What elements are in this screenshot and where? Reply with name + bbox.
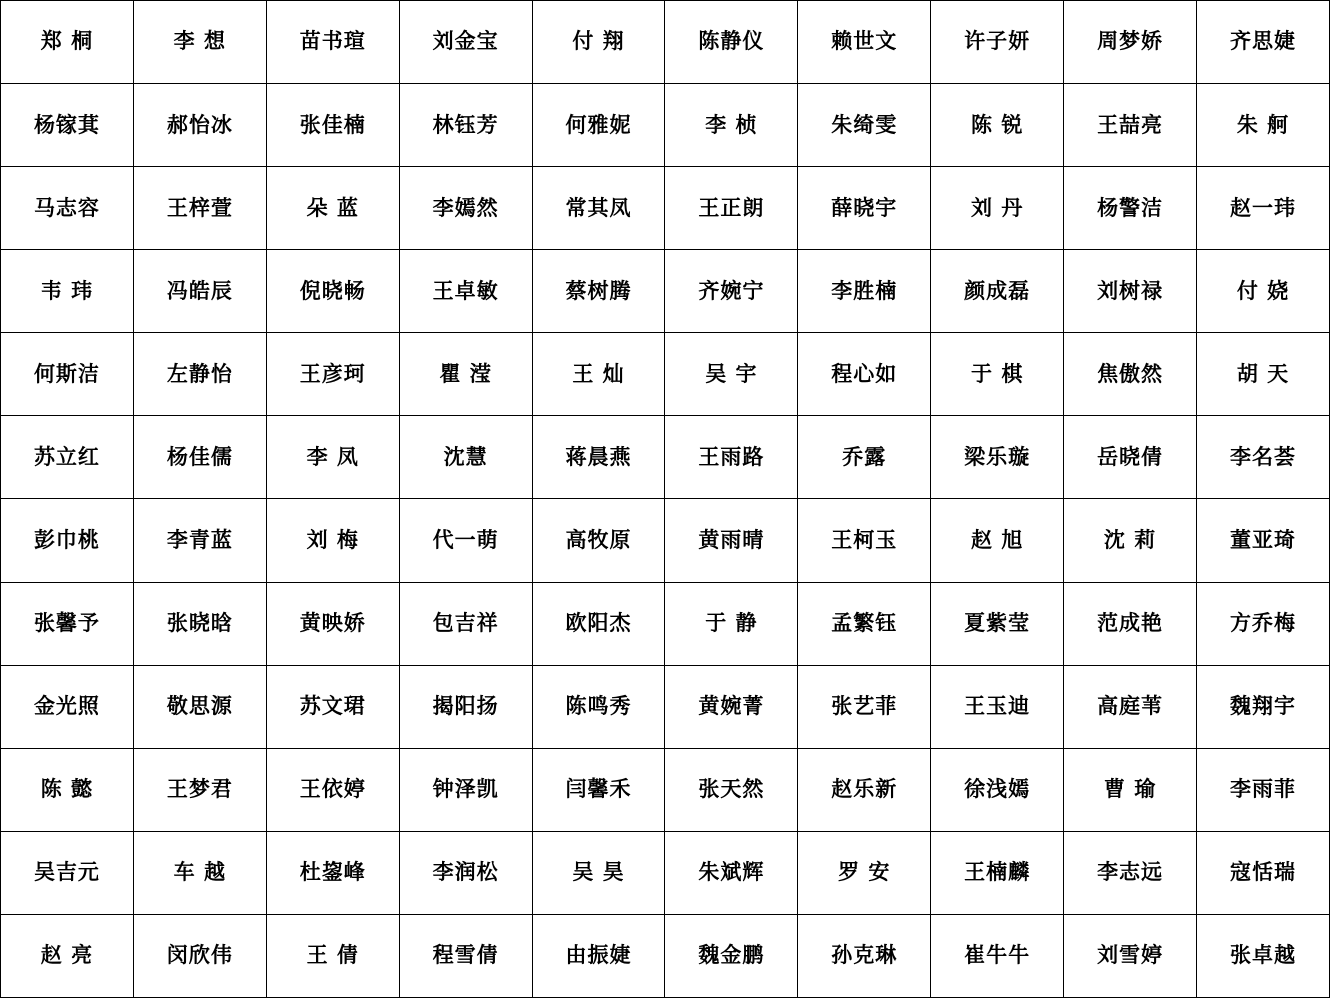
table-row — [1, 582, 1330, 665]
name-cell: 吴 昊 — [532, 831, 665, 914]
name-cell: 范成艳 — [1064, 582, 1197, 665]
name-cell: 于 静 — [665, 582, 798, 665]
name-cell: 薛晓宇 — [798, 167, 931, 250]
name-cell: 车 越 — [133, 831, 266, 914]
name-cell: 徐浅嫣 — [931, 748, 1064, 831]
name-cell: 王 灿 — [532, 333, 665, 416]
name-cell: 张馨予 — [1, 582, 134, 665]
name-cell: 金光照 — [1, 665, 134, 748]
name-cell: 揭阳扬 — [399, 665, 532, 748]
name-cell: 张卓越 — [1197, 914, 1330, 997]
name-cell: 李润松 — [399, 831, 532, 914]
name-cell: 刘 丹 — [931, 167, 1064, 250]
name-cell: 李志远 — [1064, 831, 1197, 914]
name-cell: 李雨菲 — [1197, 748, 1330, 831]
name-cell: 高牧原 — [532, 499, 665, 582]
name-cell: 魏翔宇 — [1197, 665, 1330, 748]
table-row — [1, 665, 1330, 748]
name-cell: 程雪倩 — [399, 914, 532, 997]
name-cell: 李 凤 — [266, 416, 399, 499]
name-cell: 李 想 — [133, 1, 266, 84]
name-cell: 黄婉菁 — [665, 665, 798, 748]
name-cell: 岳晓倩 — [1064, 416, 1197, 499]
name-cell: 倪晓畅 — [266, 250, 399, 333]
name-cell: 蒋晨燕 — [532, 416, 665, 499]
name-cell: 包吉祥 — [399, 582, 532, 665]
name-cell: 常其凤 — [532, 167, 665, 250]
table-row — [1, 167, 1330, 250]
name-cell: 罗 安 — [798, 831, 931, 914]
name-cell: 齐思婕 — [1197, 1, 1330, 84]
name-cell: 王楠麟 — [931, 831, 1064, 914]
name-cell: 王卓敏 — [399, 250, 532, 333]
name-cell: 孟繁钰 — [798, 582, 931, 665]
name-cell: 王正朗 — [665, 167, 798, 250]
name-cell: 胡 天 — [1197, 333, 1330, 416]
name-cell: 于 棋 — [931, 333, 1064, 416]
name-cell: 陈 锐 — [931, 84, 1064, 167]
name-cell: 王梦君 — [133, 748, 266, 831]
name-cell: 欧阳杰 — [532, 582, 665, 665]
name-cell: 王彦珂 — [266, 333, 399, 416]
name-cell: 冯皓辰 — [133, 250, 266, 333]
name-cell: 朱绮雯 — [798, 84, 931, 167]
name-cell: 由振婕 — [532, 914, 665, 997]
name-cell: 郑 桐 — [1, 1, 134, 84]
name-cell: 敬思源 — [133, 665, 266, 748]
table-row — [1, 416, 1330, 499]
name-cell: 朱斌辉 — [665, 831, 798, 914]
name-cell: 许子妍 — [931, 1, 1064, 84]
name-cell: 焦傲然 — [1064, 333, 1197, 416]
name-cell: 孙克琳 — [798, 914, 931, 997]
name-cell: 梁乐璇 — [931, 416, 1064, 499]
name-cell: 付 翔 — [532, 1, 665, 84]
name-cell: 李 桢 — [665, 84, 798, 167]
name-cell: 杜鋆峰 — [266, 831, 399, 914]
name-cell: 沈慧 — [399, 416, 532, 499]
table-row — [1, 831, 1330, 914]
name-cell: 苏立红 — [1, 416, 134, 499]
name-cell: 颜成磊 — [931, 250, 1064, 333]
name-cell: 陈鸣秀 — [532, 665, 665, 748]
name-cell: 黄雨晴 — [665, 499, 798, 582]
name-cell: 张晓晗 — [133, 582, 266, 665]
name-cell: 王 倩 — [266, 914, 399, 997]
name-cell: 何雅妮 — [532, 84, 665, 167]
name-cell: 崔牛牛 — [931, 914, 1064, 997]
name-cell: 王雨路 — [665, 416, 798, 499]
table-row — [1, 84, 1330, 167]
name-cell: 王喆亮 — [1064, 84, 1197, 167]
name-cell: 何斯洁 — [1, 333, 134, 416]
name-cell: 苗书瑄 — [266, 1, 399, 84]
name-cell: 赵 旭 — [931, 499, 1064, 582]
name-cell: 杨镓萁 — [1, 84, 134, 167]
name-cell: 付 娆 — [1197, 250, 1330, 333]
name-cell: 蔡树腾 — [532, 250, 665, 333]
name-cell: 乔露 — [798, 416, 931, 499]
name-cell: 曹 瑜 — [1064, 748, 1197, 831]
name-cell: 韦 玮 — [1, 250, 134, 333]
name-cell: 刘 梅 — [266, 499, 399, 582]
table-row — [1, 499, 1330, 582]
name-cell: 李嫣然 — [399, 167, 532, 250]
name-cell: 张天然 — [665, 748, 798, 831]
name-cell: 刘雪婷 — [1064, 914, 1197, 997]
name-cell: 郝怡冰 — [133, 84, 266, 167]
name-cell: 瞿 滢 — [399, 333, 532, 416]
name-cell: 王梓萱 — [133, 167, 266, 250]
name-cell: 黄映娇 — [266, 582, 399, 665]
name-cell: 杨警洁 — [1064, 167, 1197, 250]
name-cell: 刘树禄 — [1064, 250, 1197, 333]
name-cell: 李胜楠 — [798, 250, 931, 333]
name-cell: 陈静仪 — [665, 1, 798, 84]
table-row — [1, 748, 1330, 831]
name-cell: 高庭苇 — [1064, 665, 1197, 748]
name-cell: 程心如 — [798, 333, 931, 416]
name-cell: 刘金宝 — [399, 1, 532, 84]
name-cell: 林钰芳 — [399, 84, 532, 167]
name-cell: 杨佳儒 — [133, 416, 266, 499]
name-cell: 魏金鹏 — [665, 914, 798, 997]
name-cell: 闵欣伟 — [133, 914, 266, 997]
name-cell: 吴 宇 — [665, 333, 798, 416]
name-cell: 张佳楠 — [266, 84, 399, 167]
name-cell: 朵 蓝 — [266, 167, 399, 250]
name-cell: 王依婷 — [266, 748, 399, 831]
name-cell: 王玉迪 — [931, 665, 1064, 748]
name-cell: 张艺菲 — [798, 665, 931, 748]
table-row — [1, 250, 1330, 333]
name-cell: 陈 懿 — [1, 748, 134, 831]
name-cell: 闫馨禾 — [532, 748, 665, 831]
name-cell: 左静怡 — [133, 333, 266, 416]
name-cell: 周梦娇 — [1064, 1, 1197, 84]
name-cell: 朱 舸 — [1197, 84, 1330, 167]
name-cell: 代一萌 — [399, 499, 532, 582]
table-row — [1, 914, 1330, 997]
name-grid-body — [1, 1, 1330, 998]
name-cell: 夏紫莹 — [931, 582, 1064, 665]
name-cell: 董亚琦 — [1197, 499, 1330, 582]
name-cell: 赵 亮 — [1, 914, 134, 997]
name-cell: 李名荟 — [1197, 416, 1330, 499]
name-cell: 赖世文 — [798, 1, 931, 84]
name-cell: 马志容 — [1, 167, 134, 250]
name-cell: 沈 莉 — [1064, 499, 1197, 582]
name-cell: 李青蓝 — [133, 499, 266, 582]
name-cell: 王柯玉 — [798, 499, 931, 582]
name-cell: 赵一玮 — [1197, 167, 1330, 250]
name-cell: 钟泽凯 — [399, 748, 532, 831]
name-cell: 苏文珺 — [266, 665, 399, 748]
name-cell: 赵乐新 — [798, 748, 931, 831]
name-cell: 齐婉宁 — [665, 250, 798, 333]
name-cell: 寇恬瑞 — [1197, 831, 1330, 914]
table-row — [1, 333, 1330, 416]
table-row — [1, 1, 1330, 84]
name-cell: 彭巾桃 — [1, 499, 134, 582]
name-cell: 方乔梅 — [1197, 582, 1330, 665]
name-cell: 吴吉元 — [1, 831, 134, 914]
